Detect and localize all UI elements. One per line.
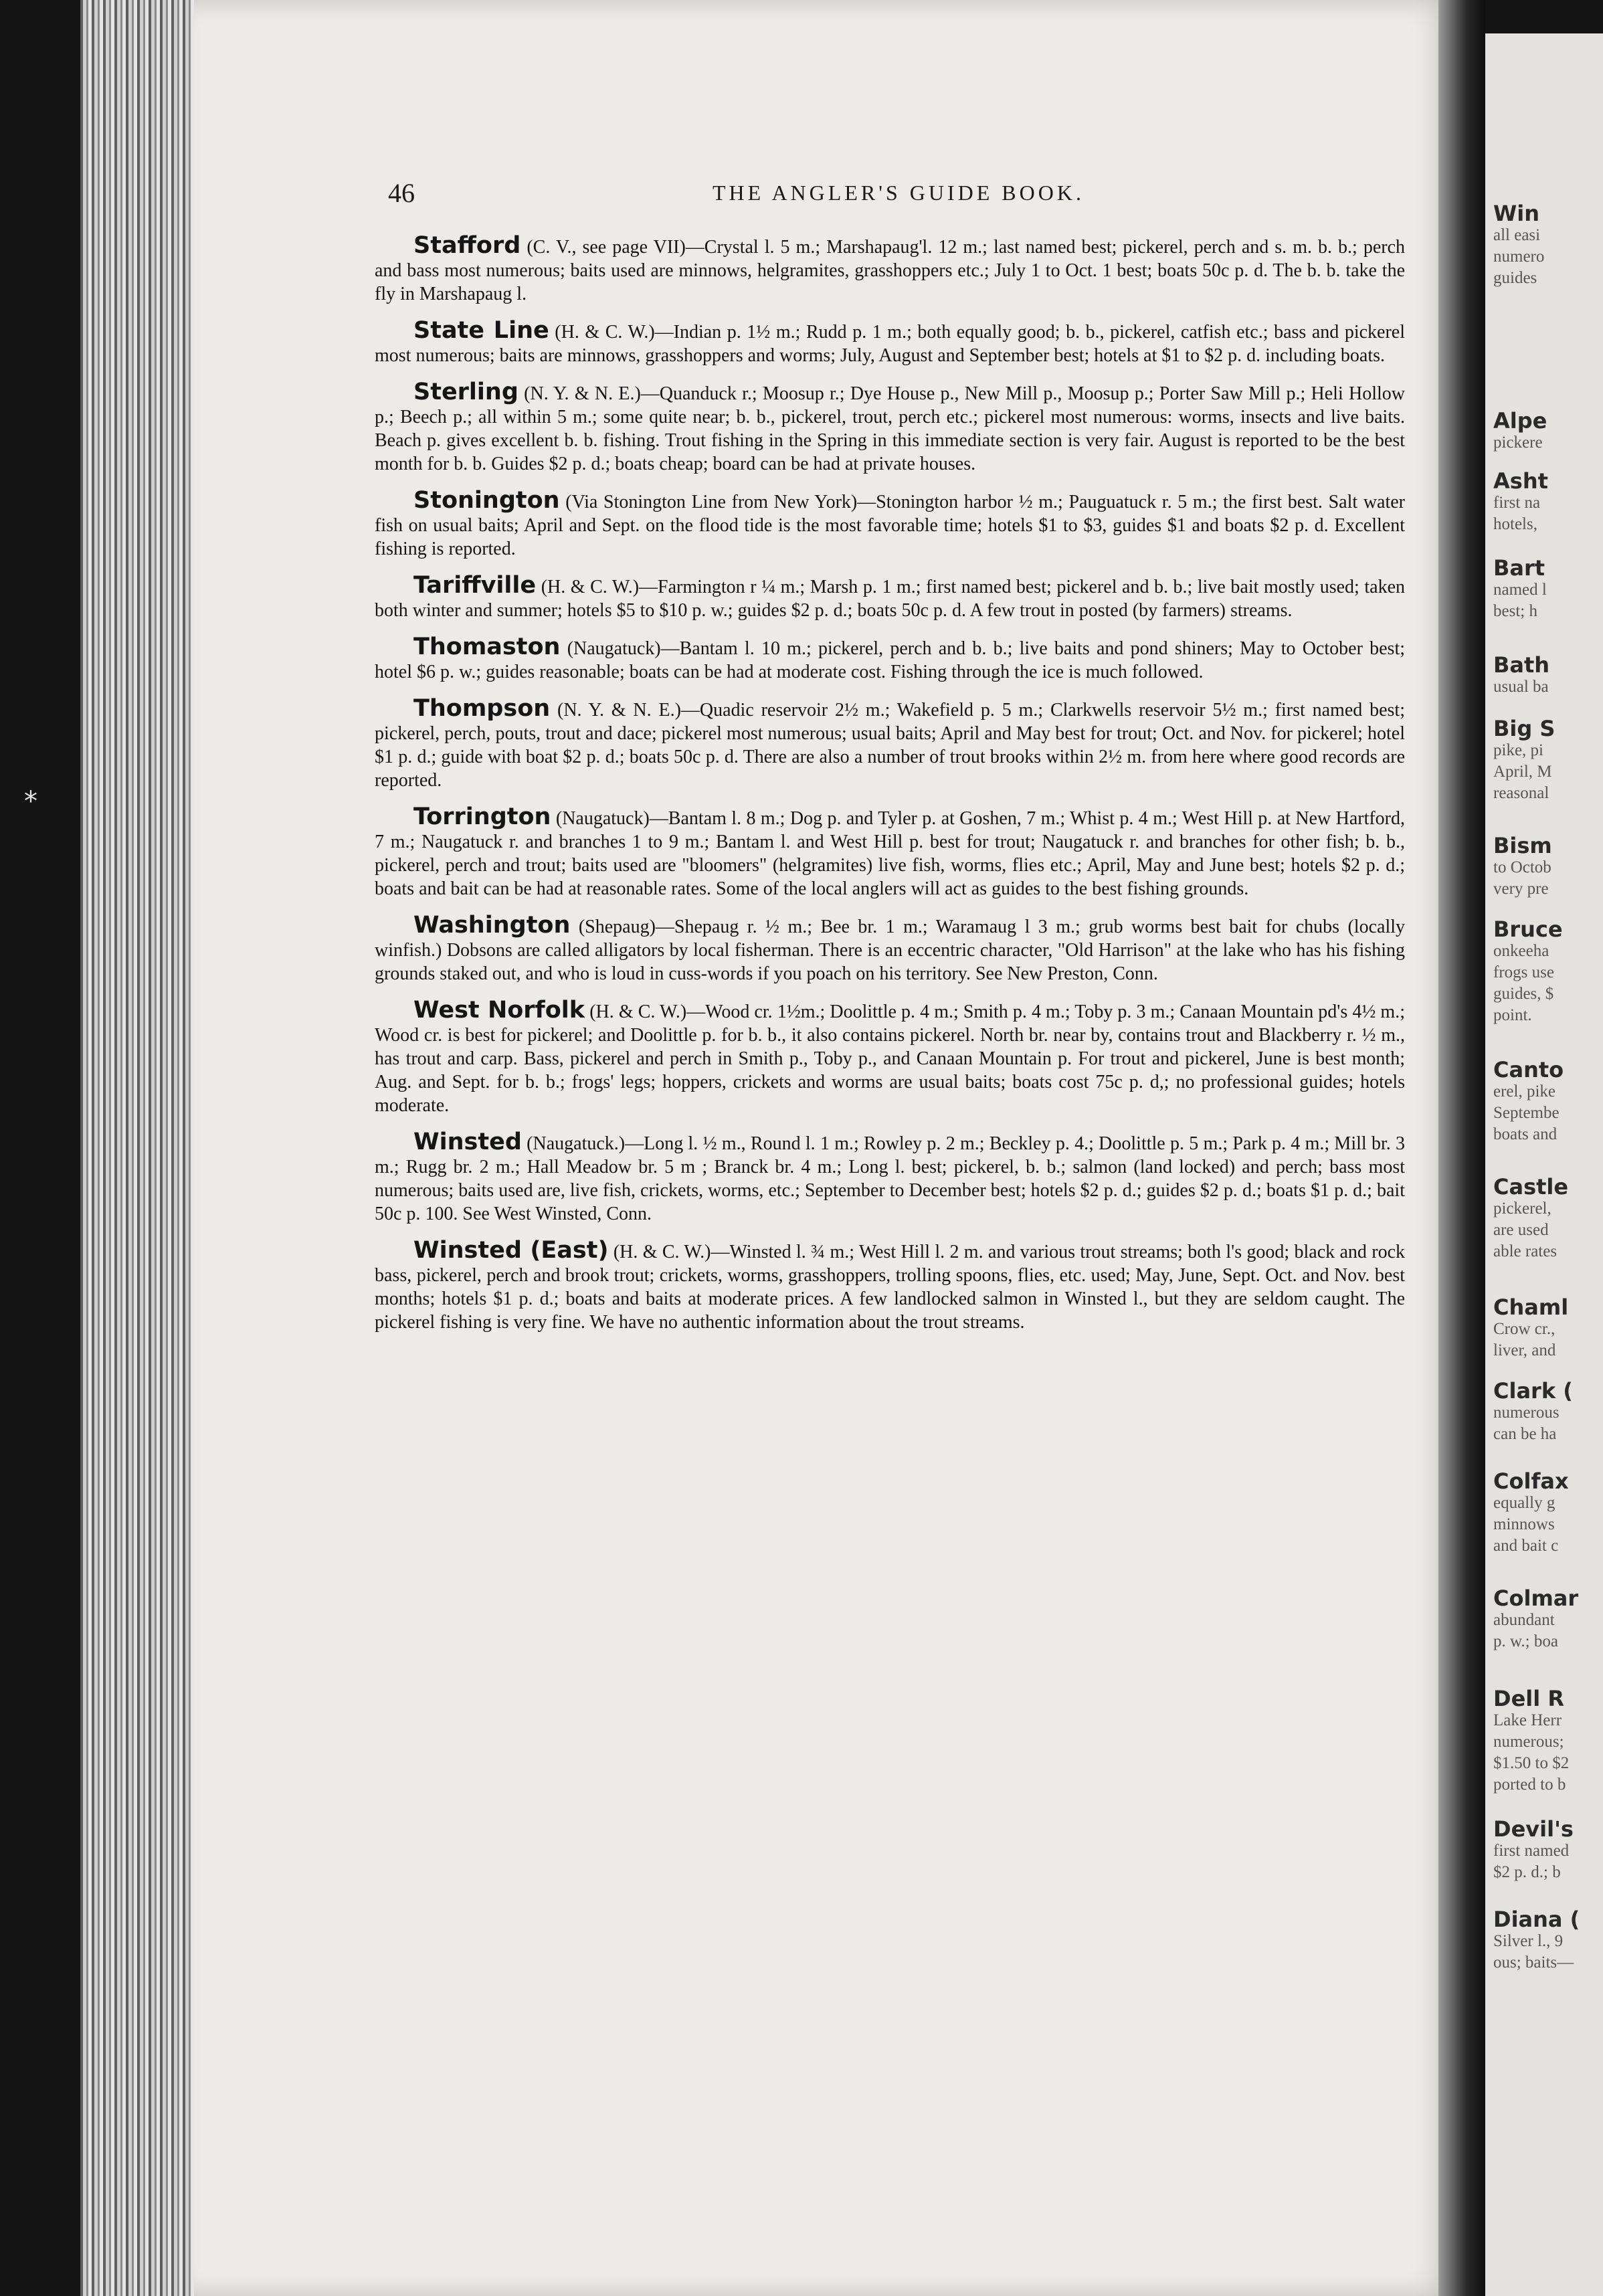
directory-entry (375, 1239, 1405, 1334)
entry-text: (Naugatuck)—Bantam l. 10 m.; pickerel, perch and b. b.; live baits and pond shiners; May to October best; hotel $6 p. w.; guides reasonable; boats can be had at moderate cost. Fishing through the ice is much followed. (375, 638, 1406, 682)
next-page-entry-fragment (1493, 555, 1603, 622)
directory-entry (375, 805, 1405, 900)
book-gutter (1438, 0, 1485, 2296)
next-page-entry-fragment (1493, 1378, 1603, 1445)
entry-place-name: Washington (413, 912, 571, 939)
entry-text: (H. & C. W.)—Wood cr. 1½m.; Doolittle p. 4 m.; Smith p. 4 m.; Toby p. 3 m.; Canaan Mountain pd's 4½ m.; Wood cr. is best for pickerel; and Doolittle p. for b. b., it also contains pickerel. North br. near by, contains trout and Blackberry r. ½ m., has trout and carp. Bass, pickerel and perch in Smith p., Toby p., and Canaan Mountain p. For trout and pickerel, June is best month; Aug. and Sept. for b. b.; frogs' legs; hoppers, crickets and worms are usual baits; boats cost 75c p. d,; no professional guides; hotels moderate. (375, 1001, 1405, 1116)
entry-place-name: Winsted (East) (413, 1237, 609, 1264)
fragment-place-name: Devil's (1493, 1816, 1574, 1842)
fragment-text-line: are used (1493, 1221, 1549, 1239)
next-page-entry-fragment (1493, 917, 1603, 1026)
fragment-text-line: to Octob (1493, 858, 1551, 876)
running-head (194, 177, 1438, 217)
page-number: 46 (388, 178, 415, 208)
fragment-place-name: Colmar (1493, 1586, 1579, 1611)
fragment-text-line: ous; baits— (1493, 1953, 1574, 1972)
next-page-entry-fragment (1493, 1295, 1603, 1361)
next-page-entry-fragment (1493, 1586, 1603, 1652)
fragment-text-line: point. (1493, 1006, 1532, 1024)
fragment-place-name: Diana ( (1493, 1907, 1580, 1932)
fragment-place-name: Big S (1493, 716, 1555, 741)
fragment-text-line: erel, pike (1493, 1082, 1556, 1101)
book-page-edges (80, 0, 194, 2296)
directory-entry (375, 381, 1405, 476)
fragment-text-line: abundant (1493, 1611, 1555, 1629)
next-page-entry-fragment (1493, 652, 1603, 698)
fragment-text-line: all easi (1493, 226, 1541, 244)
directory-entry (375, 574, 1405, 622)
next-page-entry-fragment (1493, 1686, 1603, 1796)
entry-place-name: Thompson (413, 695, 551, 722)
entry-text: (Naugatuck.)—Long l. ½ m., Round l. 1 m.; Rowley p. 2 m.; Beckley p. 4.; Doolittle p. 5 m.; Park p. 4 m.; Mill br. 3 m.; Rugg br. 2 m.; Hall Meadow br. 5 m ; Branck br. 4 m.; Long l. best; pickerel, b. b.; salmon (land locked) and perch; bass most numerous; baits used are, live fish, crickets, worms, etc.; September to December best; hotels $2 p. d.; guides $2 p. d.; boats $1 p. d.; bait 50c p. 100. See West Winsted, Conn. (375, 1133, 1406, 1224)
directory-entry (375, 234, 1405, 306)
fragment-text-line: Septembe (1493, 1104, 1560, 1122)
fragment-text-line: ported to b (1493, 1776, 1566, 1794)
fragment-text-line: frogs use (1493, 963, 1554, 981)
fragment-text-line: Lake Herr (1493, 1711, 1562, 1729)
fragment-text-line: numerous; (1493, 1733, 1564, 1751)
fragment-place-name: Alpe (1493, 408, 1547, 434)
entry-place-name: Sterling (413, 379, 518, 405)
fragment-text-line: can be ha (1493, 1425, 1557, 1443)
directory-entry (375, 489, 1405, 561)
directory-entry (375, 636, 1405, 684)
fragment-text-line: guides, $ (1493, 985, 1554, 1003)
fragment-text-line: onkeeha (1493, 942, 1549, 960)
entry-text: (C. V., see page VII)—Crystal l. 5 m.; Marshapaug'l. 12 m.; last named best; pickerel, perch and s. m. b. b.; perch and bass most numerous; baits used are minnows, helgramites, grasshoppers etc.; July 1 to Oct. 1 best; boats 50c p. d. The b. b. take the fly in Marshapaug l. (375, 237, 1406, 304)
fragment-place-name: Bruce (1493, 917, 1563, 942)
directory-entry (375, 319, 1405, 367)
entry-place-name: Tariffville (413, 572, 537, 599)
directory-entry (375, 914, 1405, 985)
entry-text: (Shepaug)—Shepaug r. ½ m.; Bee br. 1 m.; Waramaug l 3 m.; grub worms best bait for chubs (locally winfish.) Dobsons are called alligators by local fisherman. There is an eccentric character, "Old Harrison" at the lake who has his fishing grounds staked out, and who is loud in cuss-words if you poach on his territory. See New Preston, Conn. (375, 917, 1406, 984)
entry-text: (Naugatuck)—Bantam l. 8 m.; Dog p. and Tyler p. at Goshen, 7 m.; Whist p. 4 m.; West Hill p. at New Hartford, 7 m.; Naugatuck r. and branches 1 to 9 m.; Bantam l. and West Hill p. best for trout; Naugatuck r. and branches for other fish; b. b., pickerel, perch and trout; baits used are "bloomers" (helgramites) live fish, worms, flies etc.; April, May and June best; hotels $2 p. d.; boats and bait can be had at reasonable rates. Some of the local anglers will act as guides to the best fishing grounds. (375, 808, 1405, 899)
directory-entry (375, 697, 1405, 792)
book-page-right-partial (1485, 33, 1603, 2296)
entry-place-name: Thomaston (413, 634, 561, 660)
next-page-entry-fragment (1493, 716, 1603, 804)
fragment-place-name: Bism (1493, 833, 1552, 858)
fragment-place-name: Colfax (1493, 1468, 1569, 1494)
entry-text: (Via Stonington Line from New York)—Stonington harbor ½ m.; Pauguatuck r. 5 m.; the first best. Salt water fish on usual baits; April and Sept. on the flood tide is the most favorable time; hotels $1 to $3, guides $1 and boats $2 p. d. Excellent fishing is reported. (375, 492, 1406, 559)
fragment-text-line: Silver l., 9 (1493, 1932, 1564, 1950)
next-page-entry-fragment (1493, 833, 1603, 900)
entry-text: (N. Y. & N. E.)—Quadic reservoir 2½ m.; Wakefield p. 5 m.; Clarkwells reservoir 5½ m.; first named best; pickerel, perch, pouts, trout and dace; pickerel most numerous; usual baits; April and May best for trout; Oct. and Nov. for pickerel; hotel $1 p. d.; guide with boat $2 p. d.; boats 50c p. d. There are also a number of trout brooks within 2½ m. from here where good records are reported. (375, 700, 1405, 791)
fragment-text-line: liver, and (1493, 1341, 1556, 1359)
next-page-entry-fragment (1493, 1174, 1603, 1262)
next-page-entry-fragment (1493, 1057, 1603, 1145)
fragment-text-line: first na (1493, 494, 1541, 512)
next-page-entry-fragment (1493, 1816, 1603, 1883)
entry-place-name: Stafford (413, 232, 521, 259)
fragment-text-line: minnows (1493, 1515, 1555, 1533)
entry-text: (N. Y. & N. E.)—Quanduck r.; Moosup r.; Dye House p., New Mill p., Moosup p.; Porter Saw Mill p.; Heli Hollow p.; Beech p.; all within 5 m.; some quite near; b. b., pickerel, trout, perch etc.; pickerel most numerous: worms, insects and live baits. Beach p. gives excellent b. b. fishing. Trout fishing in the Spring in this immediate section is very fair. August is reported to be the best month for b. b. Guides $2 p. d.; boats cheap; board can be had at private houses. (375, 383, 1405, 474)
fragment-text-line: able rates (1493, 1242, 1558, 1260)
fragment-text-line: boats and (1493, 1125, 1558, 1143)
fragment-text-line: $2 p. d.; b (1493, 1863, 1561, 1881)
fragment-place-name: Bath (1493, 652, 1550, 678)
fragment-text-line: very pre (1493, 880, 1549, 898)
directory-entry (375, 1131, 1405, 1226)
fragment-place-name: Win (1493, 201, 1540, 226)
entry-place-name: Winsted (413, 1129, 522, 1155)
fragment-text-line: hotels, (1493, 515, 1537, 533)
entry-place-name: West Norfolk (413, 997, 585, 1024)
fragment-text-line: first named (1493, 1842, 1570, 1860)
fragment-text-line: pickerel, (1493, 1200, 1551, 1218)
next-page-entry-fragment (1493, 1468, 1603, 1557)
fragment-text-line: Crow cr., (1493, 1320, 1555, 1338)
next-page-entry-fragment (1493, 468, 1603, 535)
next-page-entry-fragment (1493, 1907, 1603, 1974)
entry-place-name: Stonington (413, 487, 560, 514)
fragment-text-line: pike, pi (1493, 741, 1543, 759)
next-page-entry-fragment (1493, 201, 1603, 289)
fragment-text-line: numerous (1493, 1404, 1560, 1422)
fragment-place-name: Chaml (1493, 1295, 1569, 1320)
directory-entries (375, 234, 1405, 1347)
fragment-text-line: guides (1493, 269, 1537, 287)
entry-text: (H. & C. W.)—Farmington r ¼ m.; Marsh p. 1 m.; first named best; pickerel and b. b.; live bait mostly used; taken both winter and summer; hotels $5 to $10 p. w.; guides $2 p. d.; boats 50c p. d. A few trout in posted (by farmers) streams. (375, 577, 1406, 621)
fragment-text-line: and bait c (1493, 1537, 1559, 1555)
page-header-title: THE ANGLER'S GUIDE BOOK. (713, 181, 1085, 205)
fragment-text-line: April, M (1493, 763, 1552, 781)
fragment-text-line: numero (1493, 248, 1545, 266)
fragment-text-line: best; h (1493, 602, 1537, 620)
fragment-place-name: Castle (1493, 1174, 1569, 1200)
fragment-text-line: usual ba (1493, 678, 1549, 696)
fragment-text-line: pickere (1493, 434, 1543, 452)
fragment-place-name: Canto (1493, 1057, 1564, 1082)
fragment-text-line: named l (1493, 581, 1547, 599)
entry-text: (H. & C. W.)—Winsted l. ¾ m.; West Hill l. 2 m. and various trout streams; both l's good; black and rock bass, pickerel, perch and brook trout; crickets, worms, grasshoppers, trolling spoons, flies, etc. used; May, June, Sept. Oct. and Nov. best months; hotels $1 p. d.; boats and baits at moderate prices. A few landlocked salmon in Winsted l., but they are seldom caught. The pickerel fishing is very fine. We have no authentic information about the trout streams. (375, 1242, 1406, 1333)
margin-mark: * (24, 786, 37, 817)
fragment-text-line: $1.50 to $2 (1493, 1754, 1570, 1772)
entry-text: (H. & C. W.)—Indian p. 1½ m.; Rudd p. 1 m.; both equally good; b. b., pickerel, catfish etc.; bass and pickerel most numerous; baits are minnows, grasshoppers and worms; July, August and September best; hotels at $1 to $2 p. d. including boats. (375, 322, 1405, 366)
fragment-text-line: reasonal (1493, 784, 1549, 802)
entry-place-name: Torrington (413, 803, 551, 830)
entry-place-name: State Line (413, 317, 549, 344)
fragment-place-name: Asht (1493, 468, 1548, 494)
next-page-entry-fragment (1493, 408, 1603, 454)
fragment-place-name: Clark ( (1493, 1378, 1573, 1404)
fragment-text-line: p. w.; boa (1493, 1632, 1558, 1650)
fragment-place-name: Dell R (1493, 1686, 1564, 1711)
fragment-place-name: Bart (1493, 555, 1545, 581)
fragment-text-line: equally g (1493, 1494, 1555, 1512)
directory-entry (375, 999, 1405, 1117)
